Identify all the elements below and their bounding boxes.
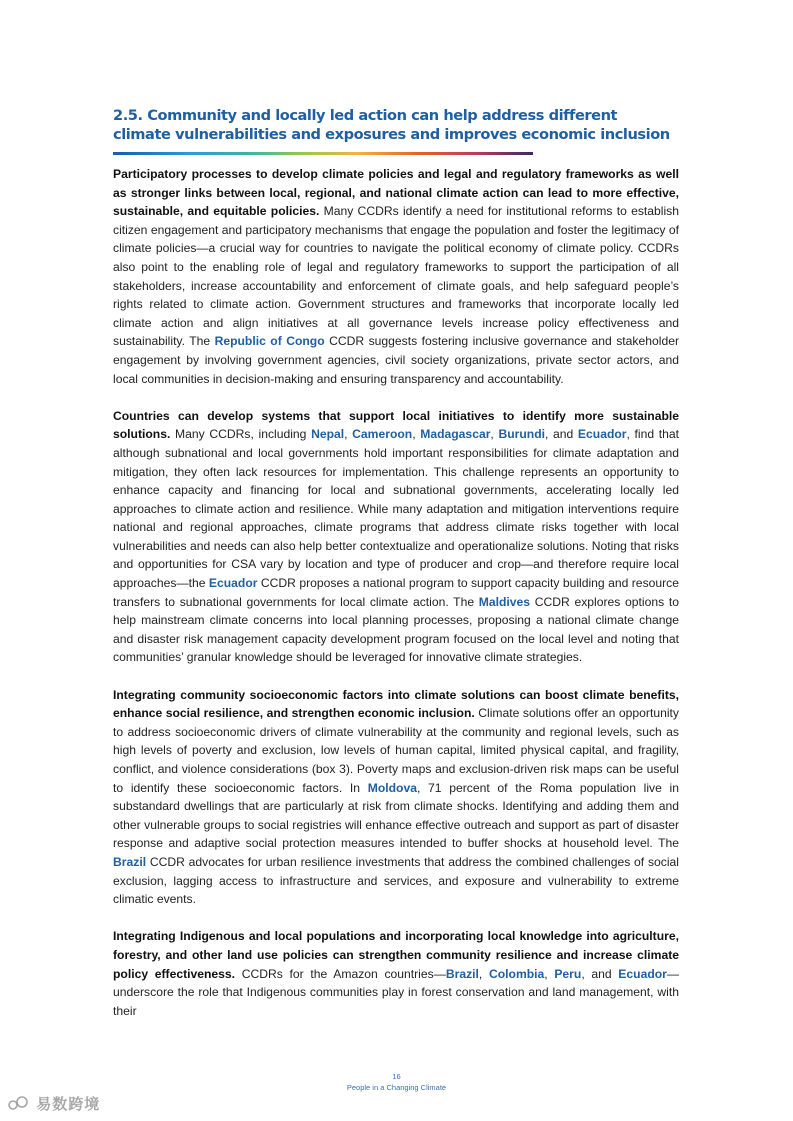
watermark-mark (8, 1095, 36, 1113)
body-text (113, 165, 679, 1039)
country-link[interactable]: Moldova (367, 780, 417, 795)
paragraph (113, 407, 679, 667)
paragraph-lead-in: Integrating community socioeconomic factors into climate solutions can boost climate benefits, enhance social resilience, and strengthen economic inclusion. (113, 687, 679, 721)
country-link[interactable]: Brazil (445, 966, 479, 981)
paragraph (113, 686, 679, 909)
paragraph-text: Many CCDRs, including (170, 427, 312, 442)
paragraph-text: CCDR advocates for urban resilience investments that address the combined challenges of social exclusion, lagging access to infrastructure and services, and exposure and vulnerability to extreme climatic events. (113, 854, 679, 907)
paragraph-text: Many CCDRs identify a need for institutional reforms to establish citizen engagement and participatory mechanisms that engage the population and foster the legitimacy of climate policies—a crucial way for countries to navigate the political economy of climate policy. CCDRs also point to the enabling role of legal and regulatory frameworks to support the participation of all stakeholders, increase accountability and enforcement of climate goals, and help safeguard people’s rights related to climate action. Government structures and frameworks that incorporate locally led climate action and align initiatives at all governance levels increase policy effectiveness and sustainability. The (113, 204, 679, 349)
paragraph-text: CCDRs for the Amazon countries— (235, 966, 446, 981)
country-link[interactable]: Maldives (478, 594, 531, 609)
country-link[interactable]: Brazil (113, 854, 147, 869)
country-link[interactable]: Ecuador (618, 966, 667, 981)
country-link[interactable]: Ecuador (577, 427, 627, 442)
paragraph-text: , (344, 427, 353, 442)
paragraph-text: , find that although subnational and local governments hold important responsibilities for climate adaptation and mitigation, they often lack resources for implementation. This challenge represents an opportunity to enhance capacity and financing for local and subnational governments, accelerating locally led approaches to climate action and resilience. While many adaptation and mitigation interventions require national and regional approaches, climate programs that address climate risks together with local vulnerabilities and needs can also help better contextualize and operationalize solutions. Noting that risks and opportunities for CSA vary by location and type of producer and crop—and therefore require local approaches—the (113, 427, 679, 591)
paragraph-text: , (544, 966, 555, 981)
paragraph-text: CCDR suggests fostering inclusive governance and stakeholder engagement by involving government agencies, civil society organizations, private sector actors, and local communities in decision-making and ensuring transparency and accountability. (113, 334, 679, 386)
footer-publication-title: People in a Changing Climate (346, 1083, 447, 1092)
country-link[interactable]: Madagascar (420, 427, 491, 442)
country-link[interactable]: Peru (554, 966, 582, 981)
paragraph-lead-in: Participatory processes to develop climate policies and legal and regulatory frameworks as well as stronger links between local, regional, and national climate action can lead to more effective, sustainable, and equitable policies. (113, 167, 679, 219)
paragraph (113, 165, 679, 388)
paragraph-text: , and (544, 427, 578, 442)
country-link[interactable]: Colombia (488, 966, 545, 981)
paragraph-text: , (478, 966, 489, 981)
page-number: 16 (392, 1072, 401, 1081)
country-link[interactable]: Burundi (498, 427, 545, 442)
paragraph-text: , 71 percent of the Roma population live in substandard dwellings that are particularly at risk from climate shocks. Identifying and adding them and other vulnerable groups to social registries will enhance effective outreach and support as part of disaster response and adaptive social protection measures intended to buffer shocks at household level. The (113, 780, 679, 851)
watermark-logo (8, 1093, 100, 1114)
paragraph-text: CCDR explores options to help mainstream climate concerns into local planning processes, proposing a national climate change and disaster risk management capacity development program focused on the local level and noting that communities’ granular knowledge should be leveraged for innovative climate strategies. (113, 594, 679, 665)
paragraph-text: CCDR proposes a national program to support capacity building and resource transfers to subnational governments for local climate action. The (113, 576, 680, 609)
country-link[interactable]: Nepal (311, 427, 345, 442)
paragraph-text: —underscore the role that Indigenous communities play in forest conservation and land management, with their (113, 966, 680, 1018)
country-link[interactable]: Republic of Congo (214, 334, 325, 349)
watermark-text: 易数跨境 (36, 1095, 101, 1113)
paragraph-lead-in: Integrating Indigenous and local populations and incorporating local knowledge into agriculture, forestry, and other land use policies can strengthen community resilience and increase climate policy effectiveness. (113, 929, 679, 981)
paragraph-text: , and (581, 966, 619, 981)
paragraph-text: Climate solutions offer an opportunity to address socioeconomic drivers of climate vulnerability at the community and regional levels, such as high levels of poverty and exclusion, low levels of human capital, limited physical capital, and fragility, conflict, and violence considerations (box 3). Poverty maps and exclusion-driven risk maps can be useful to identify these socioeconomic factors. In (113, 706, 679, 795)
paragraph-lead-in: Countries can develop systems that support local initiatives to identify more sustainable solutions. (113, 408, 679, 442)
paragraph (113, 927, 679, 1020)
title-gradient-rule (113, 152, 533, 155)
paragraph-text: , (490, 427, 499, 442)
section-title: 2.5. Community and locally led action can help address different climate vulnerabilities and exposures and improves economic inclusion (113, 107, 670, 143)
paragraph-text: , (412, 427, 421, 442)
country-link[interactable]: Cameroon (352, 427, 413, 442)
country-link[interactable]: Ecuador (208, 576, 258, 591)
